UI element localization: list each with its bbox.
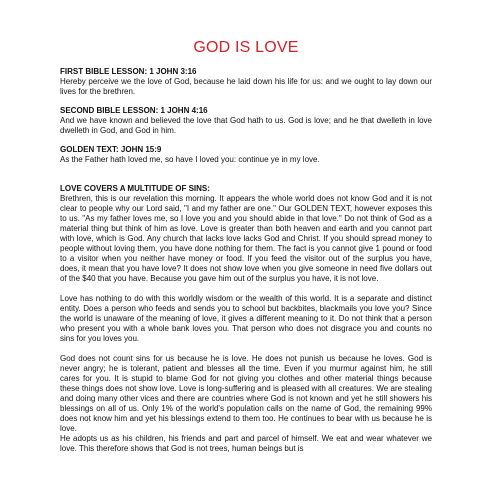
sermon-paragraph-3: God does not count sins for us because he is love. He does not punish us because he loves. God is never angry; he is tolerant, patient and blesses all the time. Even if you murmur against him, he still cares for you. It is stupid to blame God for not giving you clothes and other material things because these things does not show love. Love is long-suffering and is pleased with all creatures. We are stealing and doing many other vices and there are countries where God is not known and yet he still showers his blessings on all of us. Only 1% of the world's population calls on the name of God, the remaining 99% does not know him and yet his blessings extend to them too. He continues to bear with us because he is love. (60, 354, 432, 433)
first-lesson-text: Hereby perceive we the love of God, because he laid down his life for us: and we ought to lay down our lives for the brethren. (60, 77, 432, 96)
second-lesson-text: And we have known and believed the love that God hath to us. God is love; and he that dwelleth in love dwelleth in God, and God in him. (60, 116, 432, 135)
sermon-section (60, 184, 432, 454)
golden-text (60, 145, 432, 165)
document-page (60, 38, 432, 463)
second-lesson (60, 106, 432, 136)
golden-text-heading: GOLDEN TEXT: JOHN 15:9 (60, 145, 162, 154)
first-lesson-heading: FIRST BIBLE LESSON: 1 JOHN 3:16 (60, 67, 197, 76)
paragraph-gap (60, 284, 432, 294)
first-lesson (60, 67, 432, 97)
sermon-paragraph-1: Brethren, this is our revelation this morning. It appears the whole world does not know God and it is not clear to people why our Lord said, "I and my father are one." Our GOLDEN TEXT, however exposes this to us. "As my father loves me, so I love you and you should abide in that love." Do not think of God as a material thing but think of him as love. Love is greater than both heaven and earth and you cannot part with love, which is God. Any church that lacks love lacks God and Christ. If you should spread money to people without loving them, you have done nothing for them. The fact is you cannot give 1 pound or food to a visitor when you neither have money or food. If you feed the visitor out of the surplus you have, does, it mean that you have love? It does not show love when you give someone in need five dollars out of the $40 that you have. Because you gave him out of the surplus you have, it is not love. (60, 194, 432, 283)
sermon-paragraph-2: Love has nothing to do with this worldly wisdom or the wealth of this world. It is a separate and distinct entity. Does a person who feeds and sends you to school but backbites, blackmails you love you? Since the world is unaware of the meaning of love, it gives a different meaning to it. Do not think that a person who present you with a whole bank loves you. That person who does not disgrace you and counts no sins for you loves you. (60, 294, 432, 343)
sermon-paragraph-4: He adopts us as his children, his friends and part and parcel of himself. We eat and wear whatever we love. This therefore shows that God is not trees, human beings but is (60, 434, 432, 453)
document-title: GOD IS LOVE (193, 39, 299, 56)
sermon-heading: LOVE COVERS A MULTITUDE OF SINS: (60, 184, 210, 193)
section-gap (60, 174, 432, 184)
golden-text-verse: As the Father hath loved me, so have I loved you: continue ye in my love. (60, 155, 320, 164)
second-lesson-heading: SECOND BIBLE LESSON: 1 JOHN 4:16 (60, 106, 208, 115)
paragraph-gap (60, 344, 432, 354)
